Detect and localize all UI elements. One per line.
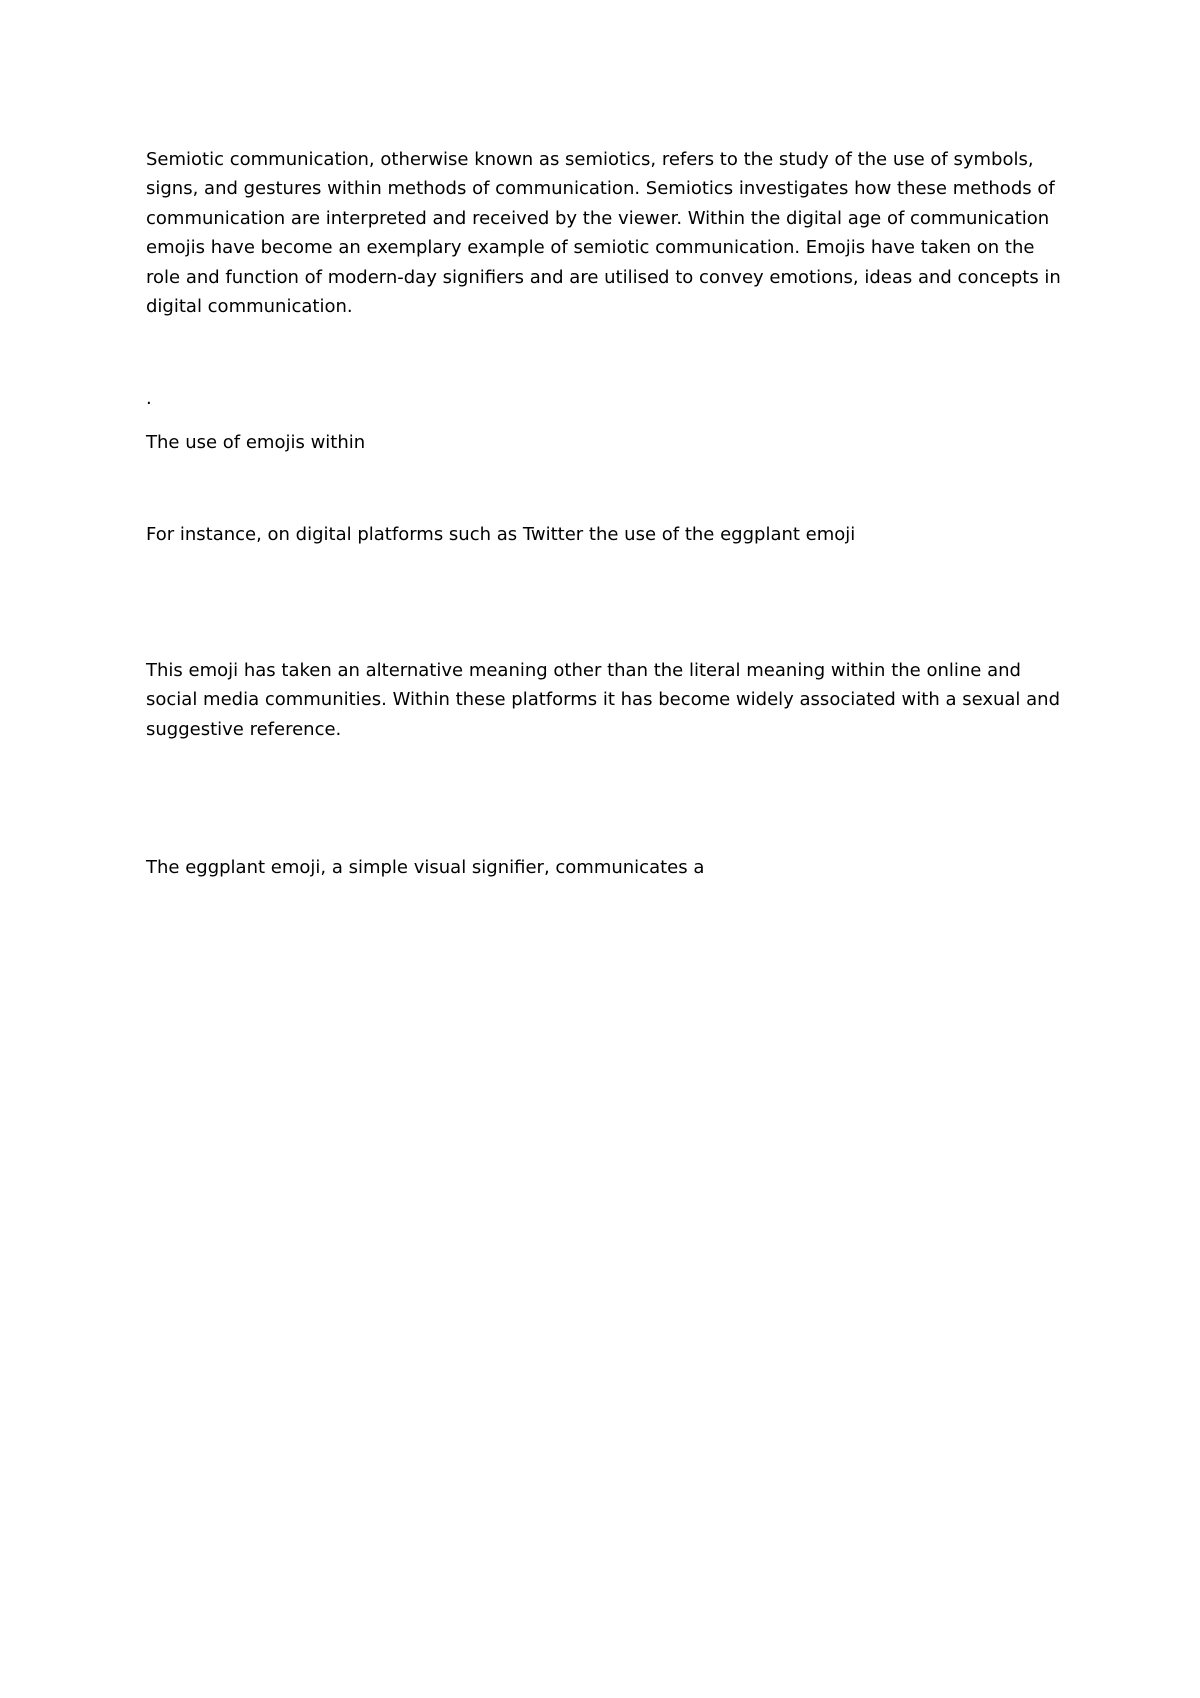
paragraph-use-of-emojis: The use of emojis within (146, 432, 366, 453)
paragraph-alternative-meaning (146, 656, 1066, 744)
paragraph-line: Semiotic communication, otherwise known as semiotics, refers to the study of the use of symbols, (146, 149, 1034, 170)
paragraph-period: . (146, 388, 152, 409)
paragraph-eggplant-signifier: The eggplant emoji, a simple visual signifier, communicates a (146, 857, 705, 878)
paragraph-line: social media communities. Within these platforms it has become widely associated with a sexual and (146, 689, 1061, 711)
paragraph-line: suggestive reference. (146, 718, 342, 740)
paragraph-line: signs, and gestures within methods of communication. Semiotics investigates how these methods of (146, 178, 1055, 200)
paragraph-line: digital communication. (146, 296, 353, 318)
paragraph-semiotic-communication (146, 145, 1066, 321)
paragraph-line: role and function of modern-day signifiers and are utilised to convey emotions, ideas and concepts in (146, 266, 1061, 288)
paragraph-line: communication are interpreted and received by the viewer. Within the digital age of communication (146, 207, 1050, 229)
paragraph-line: This emoji has taken an alternative meaning other than the literal meaning within the online and (146, 660, 1021, 681)
paragraph-line: emojis have become an exemplary example of semiotic communication. Emojis have taken on the (146, 237, 1035, 259)
paragraph-for-instance: For instance, on digital platforms such as Twitter the use of the eggplant emoji (146, 524, 856, 545)
